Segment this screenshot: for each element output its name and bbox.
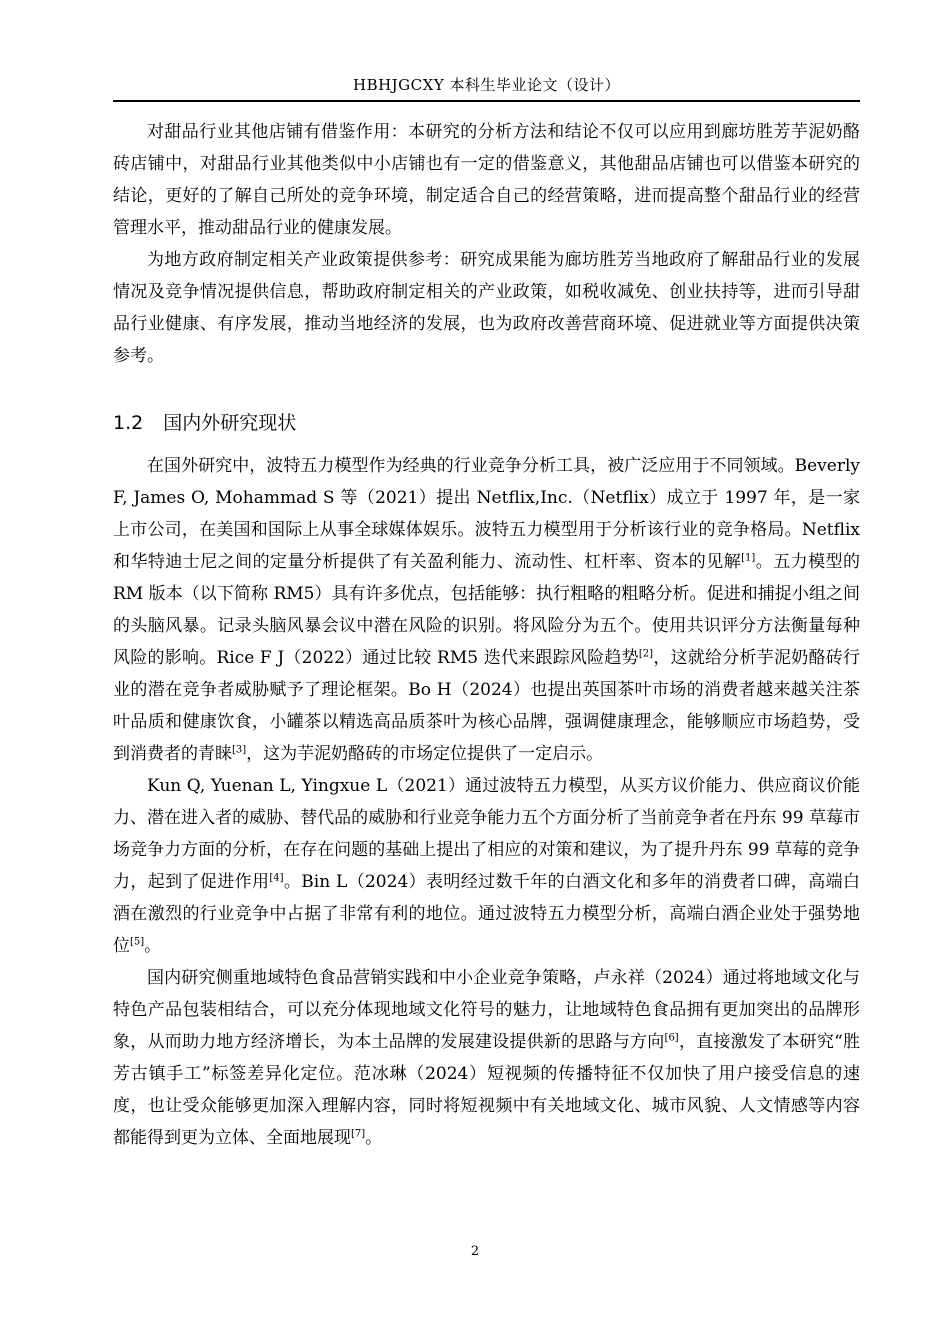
text-run: Kun Q, Yuenan L, Yingxue L（2021）通过波特五力模型，从买方议价能力、供应商议价能力、潜在进入者的威胁、替代品的威胁和行业竞争能力五个方面分析了当前竞争者在丹东 99 草莓市场竞争力方面的分析，在存在问题的基础上提出了相应的对策和建议，为了提升丹东 99 草莓的竞争力，起到了促进作用 bbox=[113, 776, 860, 892]
paragraph-foreign-research bbox=[113, 450, 860, 770]
text-run: 。Bin L（2024）表明经过数千年的白酒文化和多年的消费者口碑，高端白酒在激烈的行业竞争中占据了非常有利的地位。通过波特五力模型分析，高端白酒企业处于强势地位 bbox=[113, 872, 860, 956]
text-run: 。五力模型的 RM 版本（以下简称 RM5）具有许多优点，包括能够：执行粗略的粗略分析。促进和捕捉小组之间的头脑风暴。记录头脑风暴会议中潜在风险的识别。将风险分为五个。使用共识评分方法衡量每种风险的影响。Rice F J（2022）通过比较 RM5 迭代来跟踪风险趋势 bbox=[113, 552, 861, 668]
citation-ref: [6] bbox=[664, 1032, 679, 1044]
text-run: 。 bbox=[365, 1128, 383, 1148]
page-body bbox=[113, 116, 860, 1154]
paragraph-domestic-research bbox=[113, 962, 860, 1154]
header-rule bbox=[113, 100, 860, 102]
text-run: 在国外研究中，波特五力模型作为经典的行业竞争分析工具，被广泛应用于不同领域。Beverly F, James O, Mohammad S 等（2021）提出 Netflix,Inc.（Netflix）成立于 1997 年，是一家上市公司，在美国和国际上从事全球媒体娱乐。波特五力模型用于分析该行业的竞争格局。Netflix 和华特迪士尼之间的定量分析提供了有关盈利能力、流动性、杠杆率、资本的见解 bbox=[113, 456, 860, 572]
citation-ref: [3] bbox=[232, 744, 247, 756]
text-run: ，这就给分析芋泥奶酪砖行业的潜在竞争者威胁赋予了理论框架。Bo H（2024）也提出英国茶叶市场的消费者越来越关注茶叶品质和健康饮食，小罐茶以精选高品质茶叶为核心品牌，强调健康理念，能够顺应市场趋势，受到消费者的青睐 bbox=[113, 648, 860, 764]
paragraph-policy-reference: 为地方政府制定相关产业政策提供参考：研究成果能为廊坊胜芳当地政府了解甜品行业的发展情况及竞争情况提供信息，帮助政府制定相关的产业政策，如税收减免、创业扶持等，进而引导甜品行业健康、有序发展，推动当地经济的发展，也为政府改善营商环境、促进就业等方面提供决策参考。 bbox=[113, 250, 860, 366]
citation-ref: [2] bbox=[638, 648, 654, 660]
citation-ref: [5] bbox=[130, 936, 145, 948]
text-run: 。 bbox=[144, 936, 162, 956]
text-run: ，这为芋泥奶酪砖的市场定位提供了一定启示。 bbox=[246, 744, 604, 764]
section-number: 1.2 bbox=[113, 412, 144, 434]
citation-ref: [1] bbox=[741, 552, 756, 564]
text-run: ，直接激发了本研究“胜芳古镇手工”标签差异化定位。范冰琳（2024）短视频的传播特征不仅加快了用户接受信息的速度，也让受众能够更加深入理解内容，同时将短视频中有关地域文化、城市风貌、人文情感等内容都能得到更为立体、全面地展现 bbox=[113, 1032, 860, 1148]
running-header: HBHJGCXY 本科生毕业论文（设计） bbox=[352, 76, 620, 94]
page-number: 2 bbox=[470, 1244, 480, 1259]
paragraph-reference-value: 对甜品行业其他店铺有借鉴作用：本研究的分析方法和结论不仅可以应用到廊坊胜芳芋泥奶酪砖店铺中，对甜品行业其他类似中小店铺也有一定的借鉴意义，其他甜品店铺也可以借鉴本研究的结论，更好的了解自己所处的竞争环境，制定适合自己的经营策略，进而提高整个甜品行业的经营管理水平，推动甜品行业的健康发展。 bbox=[113, 122, 860, 238]
paragraph-five-forces-cases bbox=[113, 770, 860, 962]
section-heading bbox=[113, 408, 860, 438]
section-title: 国内外研究现状 bbox=[163, 412, 297, 434]
citation-ref: [4] bbox=[269, 872, 284, 884]
text-run: 国内研究侧重地域特色食品营销实践和中小企业竞争策略，卢永祥（2024）通过将地域文化与特色产品包装相结合，可以充分体现地域文化符号的魅力，让地域特色食品拥有更加突出的品牌形象，从而助力地方经济增长，为本土品牌的发展建设提供新的思路与方向 bbox=[113, 968, 860, 1052]
citation-ref: [7] bbox=[351, 1128, 366, 1140]
